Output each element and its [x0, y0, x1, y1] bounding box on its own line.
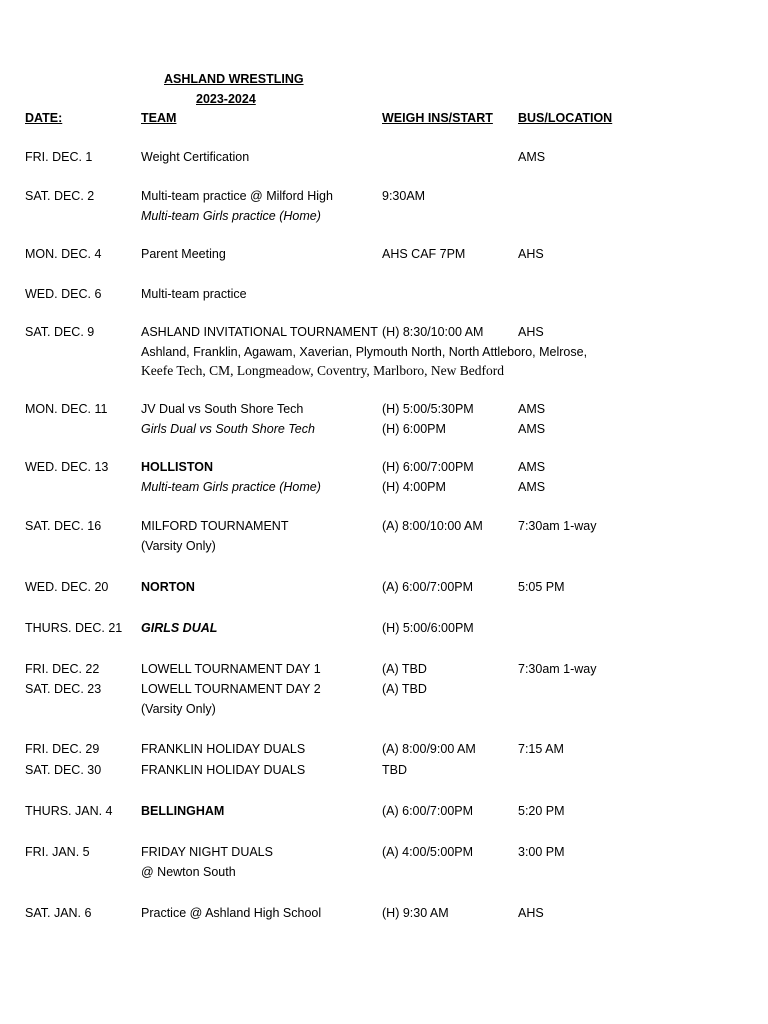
row-date: WED. DEC. 20 — [25, 580, 109, 594]
row-date: SAT. DEC. 30 — [25, 763, 102, 777]
row-weigh-ins: (A) 6:00/7:00PM — [382, 804, 474, 818]
row-team: HOLLISTON — [141, 460, 213, 474]
row-weigh-ins: (A) 8:00/9:00 AM — [382, 742, 476, 756]
row-bus: 7:15 AM — [518, 742, 564, 756]
row-bus: 5:20 PM — [518, 804, 565, 818]
row-weigh-ins: 9:30AM — [382, 189, 426, 203]
row-team: Multi-team practice @ Milford High — [141, 189, 333, 203]
row-weigh-ins: (H) 6:00/7:00PM — [382, 460, 474, 474]
row-date: FRI. DEC. 22 — [25, 662, 100, 676]
row-bus: AMS — [518, 460, 546, 474]
row-team: Parent Meeting — [141, 247, 226, 261]
season-label: 2023-2024 — [196, 92, 256, 106]
row-bus: 7:30am 1-way — [518, 519, 597, 533]
row-team: LOWELL TOURNAMENT DAY 1 — [141, 662, 321, 676]
column-header-bus-location: BUS/LOCATION — [518, 111, 613, 125]
row-date: SAT. DEC. 23 — [25, 682, 102, 696]
column-header-weigh-ins: WEIGH INS/START — [382, 111, 493, 125]
row-team: Keefe Tech, CM, Longmeadow, Coventry, Marlboro, New Bedford — [141, 363, 504, 378]
row-team: Multi-team practice — [141, 287, 247, 301]
row-bus: AMS — [518, 150, 546, 164]
row-team: (Varsity Only) — [141, 539, 216, 553]
row-date: SAT. DEC. 16 — [25, 519, 102, 533]
row-weigh-ins: (A) 4:00/5:00PM — [382, 845, 474, 859]
row-date: FRI. DEC. 29 — [25, 742, 100, 756]
row-team: FRANKLIN HOLIDAY DUALS — [141, 742, 306, 756]
row-weigh-ins: (A) 8:00/10:00 AM — [382, 519, 483, 533]
row-team: FRIDAY NIGHT DUALS — [141, 845, 273, 859]
row-bus: AMS — [518, 480, 546, 494]
row-date: MON. DEC. 11 — [25, 402, 108, 416]
row-bus: AHS — [518, 325, 544, 339]
column-header-team: TEAM — [141, 111, 177, 125]
row-weigh-ins: AHS CAF 7PM — [382, 247, 466, 261]
row-bus: AHS — [518, 906, 544, 920]
row-weigh-ins: TBD — [382, 763, 407, 777]
row-team: LOWELL TOURNAMENT DAY 2 — [141, 682, 321, 696]
row-date: WED. DEC. 6 — [25, 287, 102, 301]
row-date: THURS. DEC. 21 — [25, 621, 123, 635]
row-team: Multi-team Girls practice (Home) — [141, 480, 321, 494]
document-title: ASHLAND WRESTLING — [164, 72, 304, 86]
row-weigh-ins: (H) 5:00/6:00PM — [382, 621, 474, 635]
row-bus: AMS — [518, 402, 546, 416]
row-weigh-ins: (H) 6:00PM — [382, 422, 446, 436]
row-date: WED. DEC. 13 — [25, 460, 109, 474]
row-team: NORTON — [141, 580, 195, 594]
row-team: @ Newton South — [141, 865, 236, 879]
row-date: SAT. JAN. 6 — [25, 906, 92, 920]
row-team: BELLINGHAM — [141, 804, 225, 818]
row-weigh-ins: (H) 8:30/10:00 AM — [382, 325, 484, 339]
row-team: Practice @ Ashland High School — [141, 906, 322, 920]
row-weigh-ins: (A) TBD — [382, 662, 427, 676]
row-weigh-ins: (H) 4:00PM — [382, 480, 446, 494]
row-team: Weight Certification — [141, 150, 250, 164]
row-date: THURS. JAN. 4 — [25, 804, 113, 818]
row-team: Ashland, Franklin, Agawam, Xaverian, Plymouth North, North Attleboro, Melrose, — [141, 345, 588, 359]
row-team: GIRLS DUAL — [141, 621, 218, 635]
row-date: FRI. DEC. 1 — [25, 150, 93, 164]
row-weigh-ins: (H) 9:30 AM — [382, 906, 449, 920]
row-team: Multi-team Girls practice (Home) — [141, 209, 321, 223]
row-bus: 3:00 PM — [518, 845, 565, 859]
row-weigh-ins: (A) 6:00/7:00PM — [382, 580, 474, 594]
row-bus: 7:30am 1-way — [518, 662, 597, 676]
row-team: MILFORD TOURNAMENT — [141, 519, 289, 533]
row-team: FRANKLIN HOLIDAY DUALS — [141, 763, 306, 777]
row-date: MON. DEC. 4 — [25, 247, 102, 261]
row-bus: AMS — [518, 422, 546, 436]
row-bus: AHS — [518, 247, 544, 261]
row-date: SAT. DEC. 2 — [25, 189, 95, 203]
row-bus: 5:05 PM — [518, 580, 565, 594]
row-date: FRI. JAN. 5 — [25, 845, 90, 859]
row-date: SAT. DEC. 9 — [25, 325, 95, 339]
row-weigh-ins: (H) 5:00/5:30PM — [382, 402, 474, 416]
row-team: Girls Dual vs South Shore Tech — [141, 422, 315, 436]
row-team: ASHLAND INVITATIONAL TOURNAMENT — [141, 325, 378, 339]
row-team: (Varsity Only) — [141, 702, 216, 716]
row-weigh-ins: (A) TBD — [382, 682, 427, 696]
column-header-date: DATE: — [25, 111, 63, 125]
row-team: JV Dual vs South Shore Tech — [141, 402, 304, 416]
